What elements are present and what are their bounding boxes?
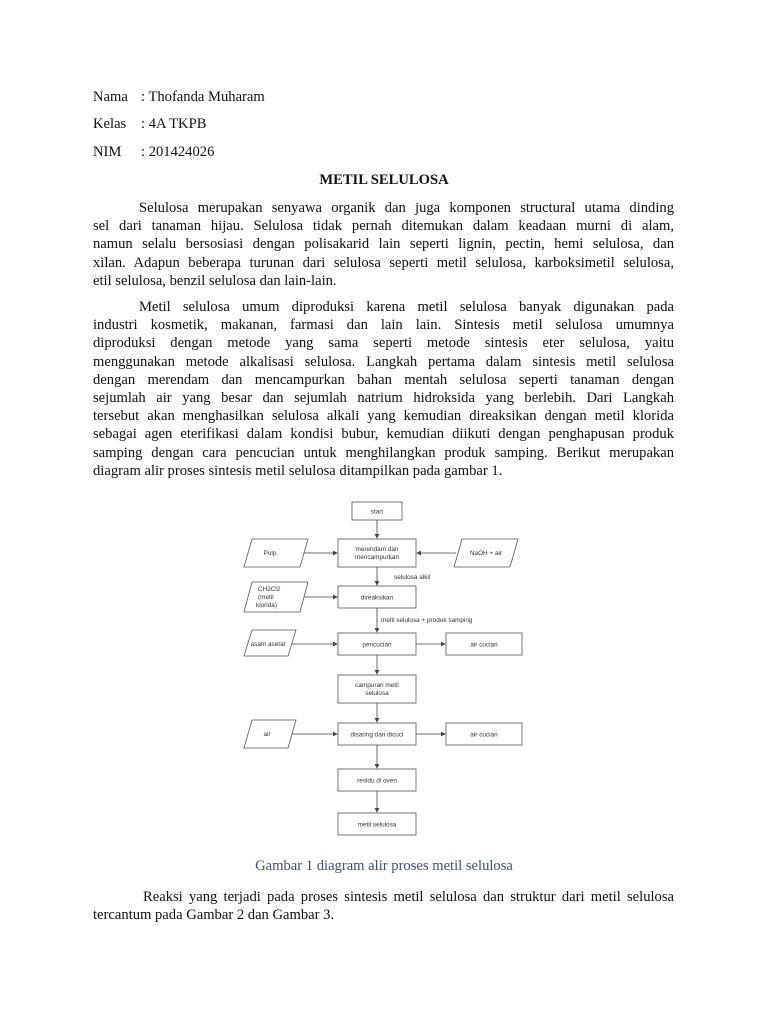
- filter-label: disaring dan dicuci: [350, 731, 404, 739]
- paragraph-line: diagram alir proses sintesis metil selulosa ditampilkan pada gambar 1.: [93, 462, 503, 479]
- mixture-box: [338, 675, 416, 703]
- paragraph-2: [93, 298, 674, 480]
- paragraph-line: Selulosa merupakan senyawa organik dan juga komponen structural utama dinding: [139, 200, 674, 216]
- water-label: air: [263, 731, 271, 738]
- mixture-label-2: selulosa: [365, 690, 389, 697]
- paragraph-line: tercantum pada Gambar 2 dan Gambar 3.: [93, 907, 335, 924]
- paragraph-line: etil selulosa, benzil selulosa dan lain-lain.: [93, 272, 337, 289]
- flowchart-figure: [234, 494, 534, 844]
- class-row: [93, 115, 206, 133]
- react-label: direaksikan: [360, 594, 394, 602]
- mixture-label-1: campuran metil: [355, 682, 399, 689]
- name-value: : Thofanda Muharam: [141, 89, 265, 105]
- wash-water-1-label: air cucian: [470, 641, 498, 649]
- alkali-label: selulosa alkil: [394, 574, 431, 581]
- paragraph-1: [93, 199, 674, 290]
- class-label: Kelas: [93, 116, 127, 132]
- name-label: Nama: [93, 89, 128, 105]
- nim-value: : 201424026: [141, 144, 215, 160]
- oven-label: residu di oven: [357, 777, 397, 785]
- paragraph-line: tersebut akan menghasilkan selulosa alkali yang kemudian direaksikan dengan metil klorida: [93, 408, 674, 425]
- document-title: METIL SELULOSA: [319, 172, 449, 188]
- naoh-label: NaOH + air: [469, 550, 503, 557]
- acid-label: asam asetat: [250, 641, 286, 648]
- soak-mix-label-2: mencampurkan: [354, 554, 400, 561]
- nim-row: [93, 143, 214, 161]
- end-label: metil selulosa: [357, 821, 397, 829]
- paragraph-line: dengan merendam dan mencampurkan bahan mentah selulosa seperti tanaman dengan: [93, 371, 674, 388]
- paragraph-line: industri kosmetik, makanan, farmasi dan lain lain. Sintesis metil selulosa umumnya: [93, 317, 674, 334]
- class-value: : 4A TKPB: [141, 116, 207, 132]
- paragraph-line: sebagai agen eterifikasi dalam kondisi bubur, kemudian diikuti dengan penghapusan produk: [93, 426, 674, 443]
- name-row: [93, 88, 265, 106]
- ch2cl2-label-2: (metil: [258, 594, 274, 601]
- paragraph-line: namun selalu bersosiasi dengan polisakarid lain seperti lignin, pectin, hemi selulosa, dan: [93, 236, 674, 253]
- ch2cl2-label-3: klorida): [256, 602, 277, 609]
- soak-mix-label-1: merendam dan: [355, 546, 399, 553]
- paragraph-line: diproduksi dengan metode yang sama seperti metode sintesis eter selulosa, yaitu: [93, 335, 674, 352]
- paragraph-line: samping dengan cara pencucian untuk menghilangkan produk samping. Berikut merupakan: [93, 444, 674, 461]
- paragraph-line: sel dari tanaman hijau. Selulosa tidak pernah ditemukan dalam keadaan murni di alam,: [93, 218, 674, 235]
- paragraph-line: xilan. Adapun beberapa turunan dari selulosa seperti metil selulosa, karboksimetil selulosa,: [93, 254, 674, 271]
- soak-mix-box: [338, 539, 416, 567]
- pulp-label: Pulp: [263, 550, 277, 557]
- paragraph-line: Metil selulosa umum diproduksi karena metil selulosa banyak digunakan pada: [139, 299, 674, 315]
- paragraph-line: Reaksi yang terjadi pada proses sintesis metil selulosa dan struktur dari metil selulosa: [143, 889, 674, 905]
- paragraph-line: sejumlah air yang besar dan sejumlah natrium hidroksida yang berlebih. Dari Langkah: [93, 390, 674, 407]
- wash-water-2-label: air cucian: [470, 731, 498, 739]
- figure-caption: Gambar 1 diagram alir proses metil selulosa: [255, 858, 513, 874]
- ch2cl2-label-1: CH2Cl2: [258, 586, 281, 593]
- paragraph-line: menggunakan metode alkalisasi selulosa. Langkah pertama dalam sintesis metil selulosa: [93, 353, 674, 370]
- nim-label: NIM: [93, 144, 122, 160]
- start-label: start: [370, 508, 384, 516]
- paragraph-3: [93, 888, 674, 924]
- product-label: metil selulosa + produk samping: [381, 617, 473, 624]
- wash-label: pencucian: [362, 641, 392, 649]
